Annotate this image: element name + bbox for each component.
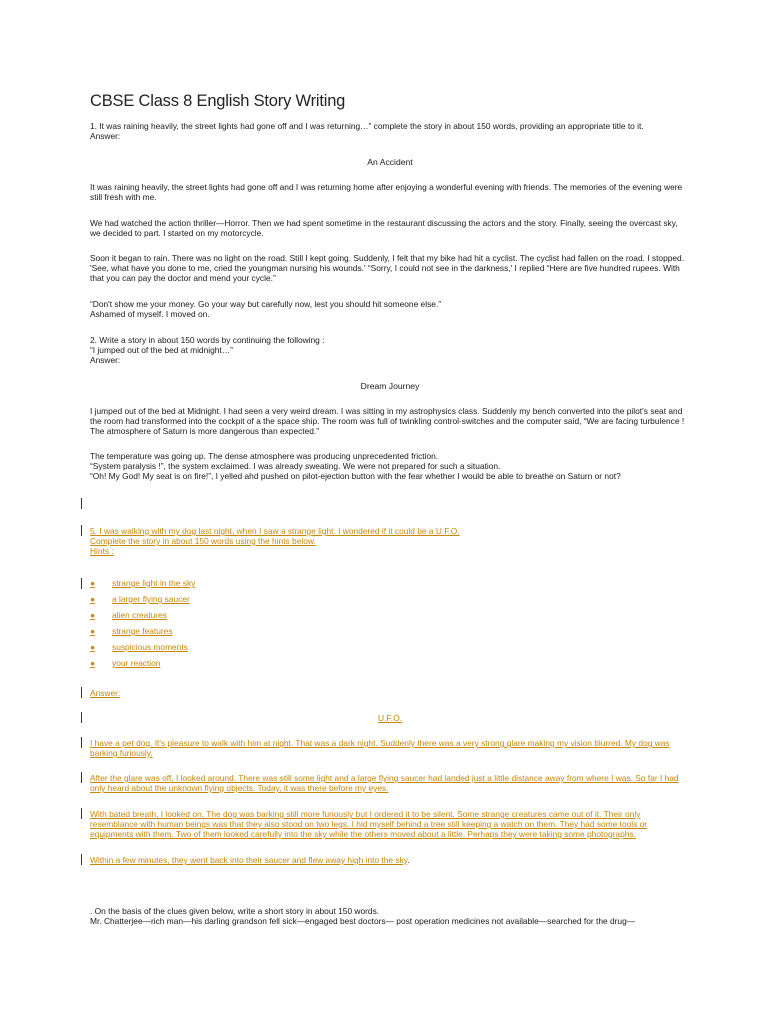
bullet-icon: ● xyxy=(90,658,96,668)
bullet-icon: ● xyxy=(90,610,96,620)
q5-story-title[interactable]: U.F.O. xyxy=(377,713,403,723)
bullet-icon: ● xyxy=(90,578,96,588)
hint-item[interactable]: ● your reaction xyxy=(90,658,161,668)
q2-paragraph: The temperature was going up. The dense atmosphere was producing unprecedented friction. “System paralysis !”, the system exclaimed. I was already sweating. We were not prepared for such a situation. “Oh! My God! My seat is on fire!”, I yelled ahd pushed on pilot-ejection button with the fear whether I would be able to breathe on Saturn or not? xyxy=(90,451,621,481)
q1-story-title: An Accident xyxy=(367,157,413,167)
q5-paragraph[interactable]: After the glare was off, I looked around. There was still some light and a large flying saucer had landed just a little distance away from where I was. So far I had only heard about the unknown flying objects. Today, it was there before my eyes. xyxy=(90,773,679,793)
q1-prompt: 1. It was raining heavily, the street lights had gone off and I was returning…” complete the story in about 150 words, providing an appropriate title to it. Answer: xyxy=(90,121,644,141)
margin-bar xyxy=(81,498,82,509)
q5-paragraph[interactable]: Within a few minutes, they went back into their saucer and flew away high into the sky. xyxy=(90,855,410,865)
bullet-icon: ● xyxy=(90,594,96,604)
margin-bar xyxy=(81,808,82,819)
hint-item[interactable]: ● strange light in the sky xyxy=(90,578,196,588)
q5-prompt-link[interactable]: 5. I was walking with my dog last night, when I saw a strange light. I wondered if it could be a U.F.O. Complete the story in about 150 words using the hints below. Hints : xyxy=(90,526,460,556)
margin-bar xyxy=(81,712,82,723)
margin-bar xyxy=(81,737,82,748)
q1-paragraph: We had watched the action thriller—Horror. Then we had spent sometime in the restaurant discussing the actors and the story. Finally, seeing the overcast sky, we decided to part. I started on my motorcycle. xyxy=(90,218,678,238)
bullet-icon: ● xyxy=(90,642,96,652)
margin-bar xyxy=(81,772,82,783)
margin-bar xyxy=(81,578,82,589)
q1-paragraph: Soon it began to rain. There was no light on the road. Still I kept going. Suddenly, I felt that my bike had hit a cyclist. The cyclist had fallen on the road. I stopped. 'See, what have you done to me, cried the youngman nursing his wounds.' “Sorry, I could not see in the darkness,' I replied “Here are five hundred rupees. With that you can pay the doctor and mend your cycle.” xyxy=(90,253,685,283)
page-title: CBSE Class 8 English Story Writing xyxy=(90,92,346,110)
q1-paragraph: It was raining heavily, the street lights had gone off and I was returning home after enjoying a wonderful evening with friends. The memories of the evening were still fresh with me. xyxy=(90,182,683,202)
q2-prompt: 2. Write a story in about 150 words by continuing the following : “I jumped out of the bed at midnight…” Answer: xyxy=(90,335,325,365)
hint-item[interactable]: ● a larger flying saucer xyxy=(90,594,190,604)
hint-item[interactable]: ● strange features xyxy=(90,626,173,636)
q2-paragraph: I jumped out of the bed at Midnight. I had seen a very weird dream. I was sitting in my astrophysics class. Suddenly my bench converted into the pilot's seat and the room had transformed into the cockpit of a the space ship. The room was full of twinkling control-switches and the computer said, “We are facing turbulence ! The atmosphere of Saturn is more dangerous than expected.” xyxy=(90,406,685,436)
hint-item[interactable]: ● alien creatures xyxy=(90,610,167,620)
q5-paragraph[interactable]: I have a pet dog. It's pleasure to walk with him at night. That was a dark night. Suddenly there was a very strong glare making my vision blurred. My dog was barking furiously. xyxy=(90,738,670,758)
margin-bar xyxy=(81,854,82,865)
margin-bar xyxy=(81,687,82,698)
q-last-prompt: . On the basis of the clues given below, write a short story in about 150 words. Mr. Chatterjee—rich man—his darling grandson fell sick—engaged best doctors— post operation medicines not available—searched for the drug— xyxy=(90,906,636,926)
hint-item[interactable]: ● suspicious moments xyxy=(90,642,188,652)
q2-story-title: Dream Journey xyxy=(360,381,420,391)
q1-paragraph: “Don't show me your money. Go your way but carefully now, lest you should hit someone else.” Ashamed of myself. I moved on. xyxy=(90,299,442,319)
q5-answer-label[interactable]: Answer: xyxy=(90,688,121,698)
bullet-icon: ● xyxy=(90,626,96,636)
q5-paragraph[interactable]: With bated breath, I looked on. The dog was barking still more furiously but I ordered it to be silent. Some strange creatures came out of it. Their only resemblance with human beings was that they also stood on two legs. I hid myself behind a tree still keeping a watch on them. They had some tools or equipments with them. Two of them looked carefully into the sky while the others moved about a little. Perhaps they were taking some photographs. xyxy=(90,809,648,839)
margin-bar xyxy=(81,525,82,536)
